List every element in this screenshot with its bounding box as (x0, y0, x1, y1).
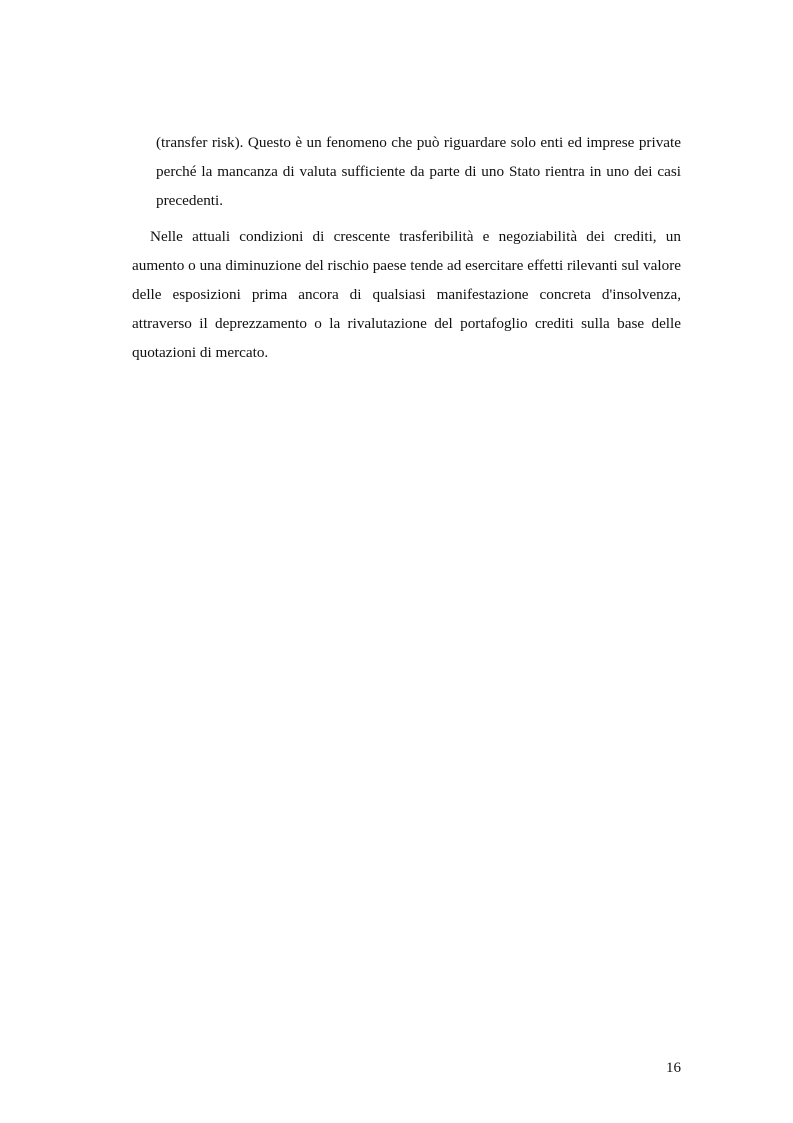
paragraph-transfer-risk: (transfer risk). Questo è un fenomeno che può riguardare solo enti ed imprese private perché la mancanza di valuta sufficiente da parte di uno Stato rientra in uno dei casi precedenti. (156, 134, 681, 209)
page-number: 16 (666, 1060, 681, 1076)
paragraph-country-risk: Nelle attuali condizioni di crescente trasferibilità e negoziabilità dei crediti, un aumento o una diminuzione del rischio paese tende ad esercitare effetti rilevanti sul valore delle esposizioni prima ancora di qualsiasi manifestazione concreta d'insolvenza, attraverso il deprezzamento o la rivalutazione del portafoglio crediti sulla base delle quotazioni di mercato. (132, 228, 681, 361)
